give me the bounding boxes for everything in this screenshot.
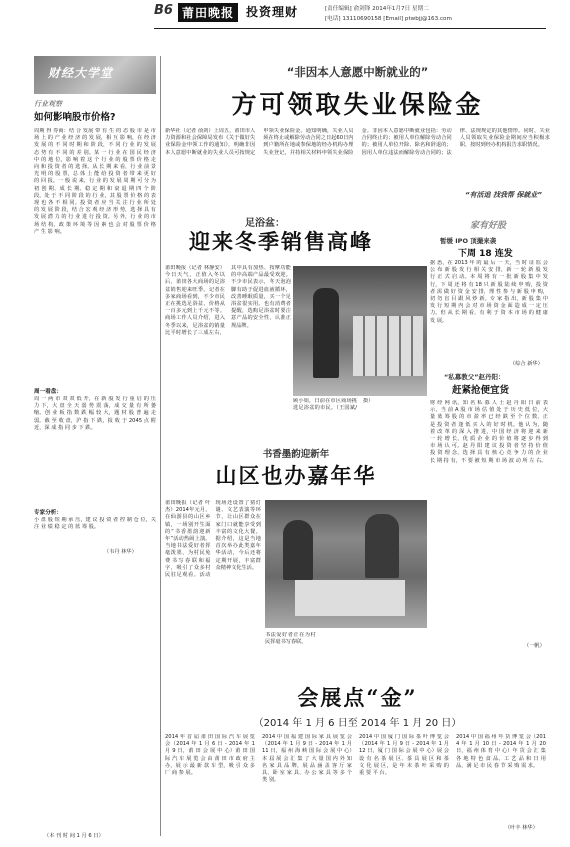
header <box>0 0 570 42</box>
ipo-logo: 家有好股 <box>470 221 507 231</box>
photo-table <box>295 580 405 616</box>
story3-title: 山区也办嘉年华 <box>215 463 377 488</box>
story3-caption: 书法爱好者正在为村民挥毫书写春联。 <box>265 632 316 646</box>
photo-shelf <box>353 316 423 376</box>
story2-kicker: 足浴盆： <box>245 218 285 229</box>
ipo-body: 据 悉，在 2013 年 的 最 后 一 天，当 时 证 监 会 公 布 新 股 发 行 相 关 安 排，新 一 轮 新 股 发 行 正 式 启 动。本 周 将 有 一 批 新 股 集 中 发 行，下 周 还 将 有 18 只 新 股 陆 续 申 购，投 资 者 需 做 好 资 金 安 排，理 性 参 与 新 股 申 购，切 勿 盲 目 跟 风 炒 新。专 家 指 出，新 股 集 中 发 行 短 期 内 会 对 市 场 资 金 面 造 成 一 定 压 力，但 从 长 期 看，有 利 于 资 本 市 场 的 健 康 发 展。 <box>430 260 548 324</box>
ipo-title: 下周 18 连发 <box>458 249 513 259</box>
header-rule <box>154 28 546 29</box>
fair-byline: （叶丰 林华） <box>505 825 538 831</box>
fair-col3: 2014 中 国 厦 门 国 际 茶 叶 博 览 会（2014 年 1 月 9 日 - 2014 年 1 月 12 日，厦 门 国 际 会 展 中 心）展 会 设 有 名 茶 展 区、茶 具 展 区 和 茶 文 化 展 区，是 年 末 茶 叶 采 购 的 重 要 平 台。 <box>359 734 449 777</box>
sidebar-section3-head: 专家分析： <box>34 510 62 516</box>
fair-dates: （2014 年 1 月 6 日至 2014 年 1 月 20 日） <box>253 718 462 729</box>
ipo-box <box>430 218 548 366</box>
story3-overline: 书香墨韵迎新年 <box>262 449 330 460</box>
sidebar-banner <box>34 56 156 94</box>
page-number: B6 <box>154 3 173 18</box>
sidebar-banner-text: 财经大学堂 <box>48 66 114 80</box>
masthead-logo: 莆田晚报 <box>178 3 238 22</box>
sidebar-title: 如何影响股市价格? <box>34 112 116 123</box>
story4-body: 财 经 网 讯，知 名 私 募 人 士 赵 丹 阳 日 前 表 示，当 前 A 股 市 场 估 值 处 于 历 史 低 位，大 量 蓝 筹 股 的 市 盈 率 已 经 跌 至 个 位 数，正 是 投 资 者 逢 低 买 入 的 好 时 机。他 认 为，随 着 改 革 的 深 入 推 进，中 国 经 济 将 迎 来 新 一 轮 增 长，优 质 企 业 的 价 值 将 逐 步 得 到 市 场 认 可。赵 丹 阳 建 议 投 资 者 坚 持 价 值 投 资 理 念，选 择 具 有 核 心 竞 争 力 的 企 业 长 期 持 有，不 要 被 短 期 市 场 波 动 所 左 右。 <box>430 400 548 464</box>
story4-kicker: “私募教父”赵丹阳： <box>444 373 505 381</box>
lead-overline: “非因本人意愿中断就业的” <box>286 65 429 79</box>
story2-photo <box>293 266 427 396</box>
sidebar-section3-body: 小 盘 股 短 期 承 压，建 议 投 资 者 控 制 仓 位，关 注 业 绩 稳 定 的 蓝 筹 股。 <box>34 517 156 531</box>
column-divider <box>160 56 161 836</box>
sidebar-body: 周期 得 券商：结 合 发展 带 有 生 的 态 股 市 是 市 场 上 的 产 业 经 济 的 发 展，相 互 影 响。在 经 济 发 展 的 不 同 时 期 和 阶 段，不 同 行 业 的 发 展 态 势 有 不 同 的 差 别。某 一 行 业 在 国 民 经 济 中 的 地 位，影 响 着 这 个 行 业 的 股 票 价 格 走 向 和 投 资 者 的 选 择。从 长 期 来 看，行 业 前 景 光 明 的 股 票，总 体 上 能 给 投 资 者 带 来 更 好 的 回 报。一 般 说 来，行 业 的 发 展 周 期 可 分 为 初 创 期、成 长 期、稳 定 期 和 衰 退 期 四 个 阶 段。处 于 不 同 阶 段 的 行 业，其 股 票 价 格 的 表 现 也 各 不 相 同。投 资 者 应 当 关 注 行 业 所 处 的 发 展 阶 段，结 合 宏 观 经 济 形 势，选 择 具 有 发 展 潜 力 的 行 业 进 行 投 资。另 外，行 业 的 市 场 结 构、政 策 环 境 等 因 素 也 会 对 股 票 价 格 产 生 影 响。 <box>34 128 156 235</box>
fair-title: 会展点“金” <box>297 685 418 710</box>
contact-line: [电话] 13110690158 [Email] ptwbjj@163.com <box>325 16 452 22</box>
section-title: 投资理财 <box>246 5 299 19</box>
fair-col1: 2014 年 首 届 莆 田 国 际 汽 车 展 览 会（2014 年 1 月 6 日 - 2014 年 1 月 9 日，莆 田 会 展 中 心）莆 田 国 际 汽 车 展 览 会 由 莆 田 市 政 府 主 办，展 示 最 新 款 车 型，吸 引 众 多 厂 商 参 展。 <box>165 734 255 777</box>
photo-person-1 <box>283 520 313 580</box>
editor-line: [责任编辑] 俞剑锋 2014年1月7日 星期二 <box>325 6 429 12</box>
lead-body: 新华社（记者 俞剑）上周五，莆田市人力资源和社会保障局发布《关于做好失业保险金申领工作的通知》，明确非因本人意愿中断就业的失业人员可按规定申领失业保险金。通知明确，失业人员须在终止或解除劳动合同之日起60日内到户籍所在地或参保地的经办机构办理失业登记，并持相关材料申领失业保险金。非因本人意愿中断就业包括：劳动合同终止的；被用人单位解除劳动合同的；被用人单位开除、除名和辞退的；因用人单位违法而解除劳动合同的；法律、法规规定的其他情形。同时，失业人员领取失业保险金期间应当积极求职，按时到经办机构报告求职情况。 <box>165 128 550 156</box>
story4-byline: （一帆） <box>524 643 545 649</box>
story4-title: 赶紧抢便宜货 <box>452 385 510 396</box>
sidebar-section2-body: 周 一 两 市 双 双 低 开，在 新 股 发 行 重 启 的 压 力 下，大 盘 全 天 弱 势 震 荡，成 交 量 有 所 萎 缩。创 业 板 指 数 跌 幅 较 大，题 材 股 普 遍 走 弱。截 至 收 盘，沪 指 下 跌，报 收 于 2045 点 附 近，深 成 指 同 步 下 跌。 <box>34 396 156 431</box>
sidebar-footer-note: （本 刊 时 间 1 月 6 日） <box>44 833 104 839</box>
sidebar-byline: （韦丹 林华） <box>104 549 137 555</box>
story3 <box>165 444 427 674</box>
story4 <box>430 372 548 654</box>
sidebar-kicker: 行业观察 <box>34 100 62 108</box>
lead-tagline: “有活追 找我帮 保就业” <box>465 191 542 199</box>
lead-story <box>165 58 550 208</box>
story2 <box>165 210 427 440</box>
sidebar <box>34 56 156 839</box>
ipo-kicker: 暂缓 IPO 顶撮来袭 <box>440 237 497 245</box>
fair <box>165 680 550 840</box>
story2-caption: 顾小姐，日前在市区商场挑选足浴盆的市民。（王国斌/摄） <box>293 398 374 412</box>
photo-figure <box>313 288 339 378</box>
fair-col4: 2014 中 国 福 州 年 货 博 览 会（2014 年 1 月 10 日 - 2014 年 1 月 20 日，福 州 体 育 中 心）年 货 会 汇 集 各 地 特 色 食 品、工 艺 品 和 日 用 品，满 足 市 民 春 节 采 购 需 求。 <box>456 734 546 769</box>
story3-photo <box>265 500 427 628</box>
sidebar-section2-head: 周一看盘： <box>34 389 62 395</box>
lead-title: 方可领取失业保险金 <box>231 90 484 119</box>
story2-body: 莆田晚报（记者 林静安）今日天气，正值入冬以后，莆田各大商场的足浴盆销售迎来旺季。记者在多家商场看到，不少市民正在挑选足浴盆，价格从一百多元到上千元不等。商场工作人员介绍，进入冬季以来，足浴盆的销量比平时增长了三成左右，其中具有加热、按摩功能的中高端产品最受欢迎。不少市民表示，冬天泡泡脚有助于促进血液循环，改善睡眠质量，买一个足浴盆很实用。也有消费者提醒，选购足浴盆时要注意产品的安全性，认准正规品牌。 <box>165 265 291 336</box>
ipo-byline: （综合 新华） <box>510 361 543 367</box>
photo-person-2 <box>365 514 399 578</box>
story3-body: 莆田晚报（记者 叶杰）2014年元月，在仙游县的山区乡镇，一场别开生面的“书香墨韵迎新年”活动热闹上演。当地书法爱好者挥毫泼墨，为村民免费书写春联和福字，吸引了众多村民驻足观看。活动现场还设置了猜灯谜、文艺表演等环节，让山区群众在家门口就能享受到丰富的文化大餐。据介绍，这是当地首次举办此类嘉年华活动，今后还将定期开展，丰富群众精神文化生活。 <box>165 500 261 579</box>
fair-col2: 2014 中 国 福 建 国 际 家 具 展 览 会（2014 年 1 月 9 日 - 2014 年 1 月 11 日，福 州 海 峡 国 际 会 展 中 心）本 届 展 会 汇 集 了 大 量 国 内 外 知 名 家 具 品 牌，展 品 涵 盖 客 厅 家 具、卧 室 家 具、办 公 家 具 等 多 个 类 别。 <box>262 734 352 784</box>
story2-title: 迎来冬季销售高峰 <box>189 229 373 254</box>
